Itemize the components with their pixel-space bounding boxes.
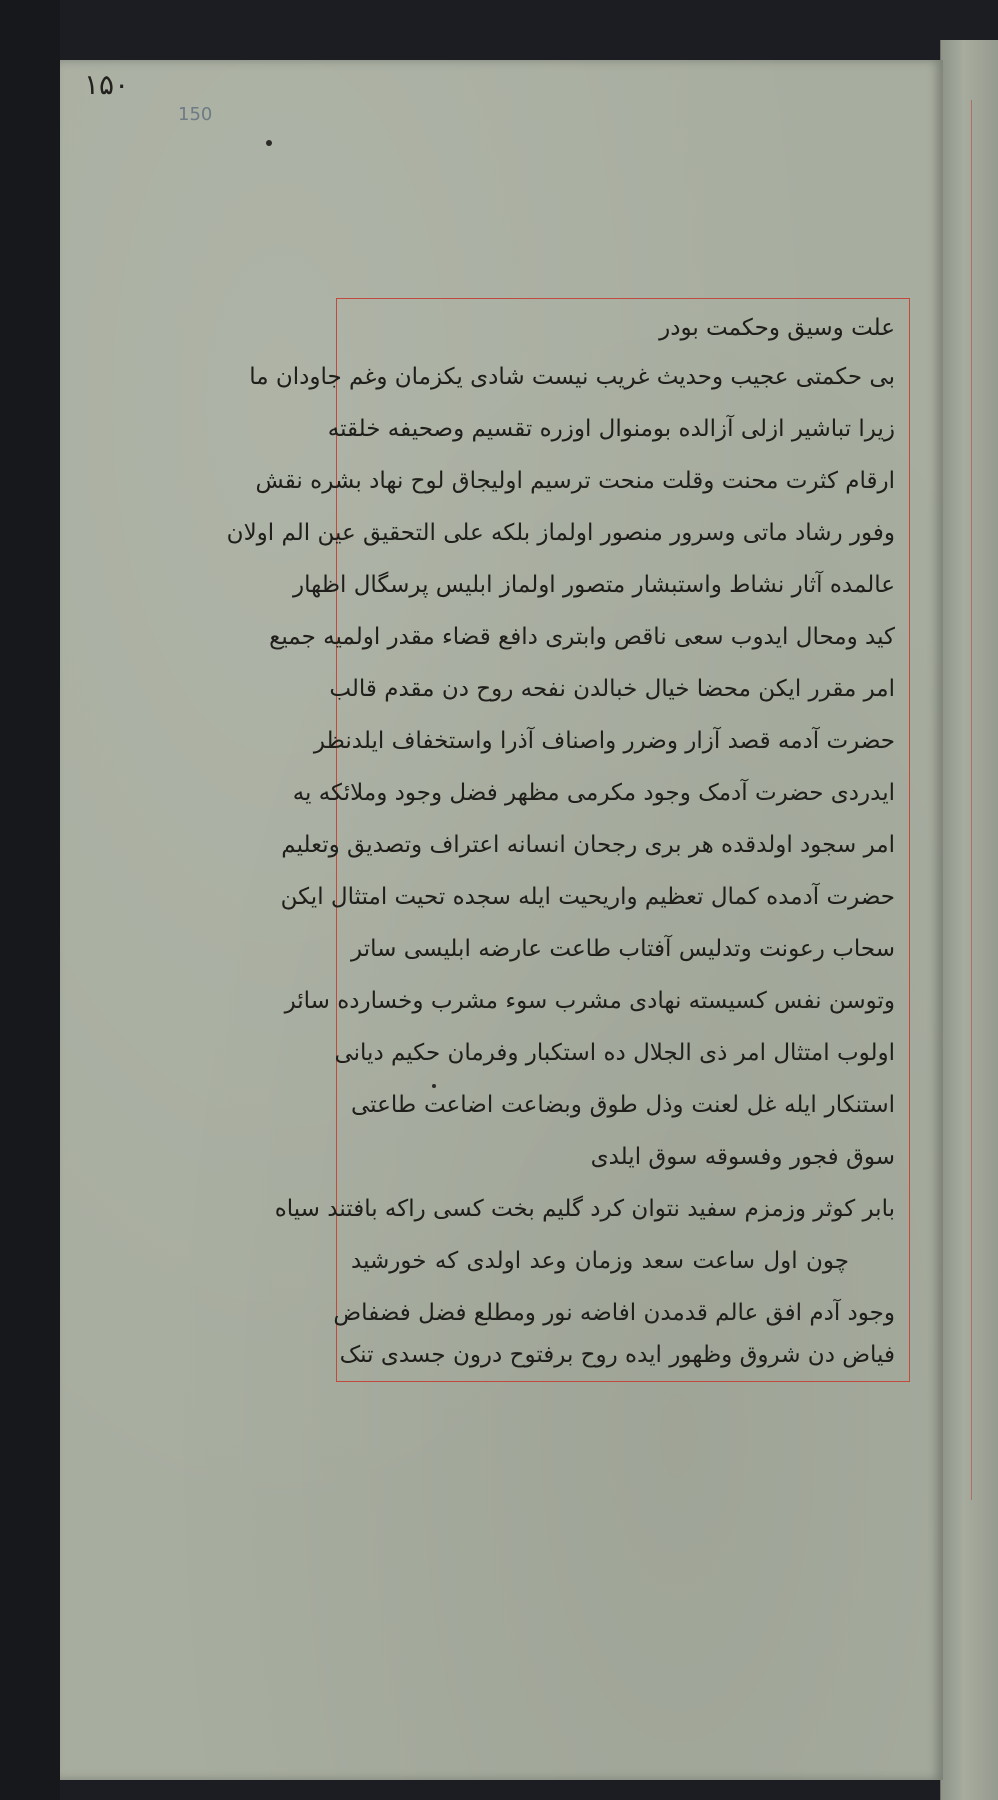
background-binding-edge: [0, 0, 60, 1800]
facing-page-rule: [971, 100, 972, 1500]
text-line: عالمده آثار نشاط واستبشار متصور اولماز ابلیس پرسگال اظهار: [292, 572, 895, 598]
text-line: امر سجود اولدقده هر بری رجحان انسانه اعتراف وتصدیق وتعلیم: [281, 832, 895, 858]
text-line: بی حکمتی عجیب وحدیث غریب نیست شادی یکزمان وغم جاودان ما: [249, 364, 895, 390]
verse-line: بابر کوثر وزمزم سفید نتوان کرد گلیم بخت کسی راکه بافتند سیاه: [274, 1196, 895, 1222]
ink-speck: [266, 140, 272, 146]
text-line: استنکار ایله غل لعنت وذل طوق وبضاعت اضاعت طاعتی: [351, 1092, 895, 1118]
text-line: کید ومحال ایدوب سعی ناقص وابتری دافع قضاء مقدر اولمیه جمیع: [269, 624, 895, 650]
text-line: وفور رشاد ماتی وسرور منصور اولماز بلکه علی التحقیق عین الم اولان: [226, 520, 895, 546]
text-line: حضرت آدمه قصد آزار وضرر واصناف آذرا واستخفاف ایلدنظر: [313, 728, 895, 754]
text-line: وجود آدم افق عالم قدمدن افاضه نور ومطلع فضل فضفاض: [333, 1300, 895, 1326]
text-line: سحاب رعونت وتدلیس آفتاب طاعت عارضه ابلیسی ساتر: [351, 936, 895, 962]
text-line: حضرت آدمده کمال تعظیم واریحیت ایله سجده تحیت امتثال ایکن: [280, 884, 895, 910]
facing-page-edge: [940, 40, 998, 1800]
page-number: ۱۵۰: [84, 68, 130, 101]
text-line: اولوب امتثال امر ذی الجلال ده استکبار وفرمان حکیم دیانی: [334, 1040, 895, 1066]
text-line: ارقام کثرت محنت وقلت منحت ترسیم اولیجاق لوح نهاد بشره نقش: [255, 468, 895, 494]
text-line: فیاض دن شروق وظهور ایده روح برفتوح درون جسدی تنک: [339, 1342, 895, 1368]
text-line: علت وسیق وحکمت بودر: [659, 315, 895, 341]
text-line: سوق فجور وفسوقه سوق ایلدی: [590, 1144, 895, 1170]
text-line: وتوسن نفس کسیسته نهادی مشرب سوء مشرب وخسارده سائر: [284, 988, 895, 1014]
manuscript-page: [60, 60, 943, 1780]
text-line: امر مقرر ایکن محضا خیال خبالدن نفحه روح دن مقدم قالب: [329, 676, 895, 702]
text-block-frame: [226, 298, 910, 1382]
text-line: ایدردی حضرت آدمک وجود مکرمی مظهر فضل وجود وملائکه یه: [292, 780, 895, 806]
pencil-folio-number: 150: [178, 104, 213, 125]
text-line: چون اول ساعت سعد وزمان وعد اولدی که خورشید: [351, 1248, 849, 1274]
text-line: زیرا تباشیر ازلی آزالده بومنوال اوزره تقسیم وصحیفه خلقته: [327, 416, 895, 442]
